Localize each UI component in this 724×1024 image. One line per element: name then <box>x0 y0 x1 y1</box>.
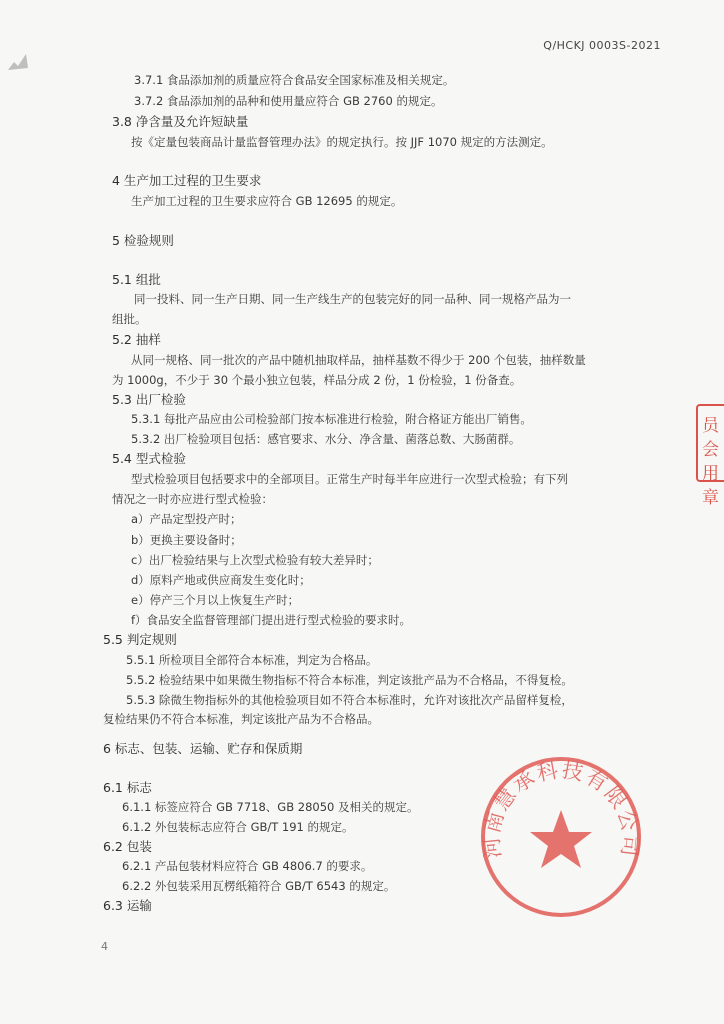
heading-6-1: 6.1 标志 <box>103 780 152 795</box>
side-partial-stamp <box>696 404 724 508</box>
heading-6-2: 6.2 包装 <box>103 839 152 854</box>
clause-5-4-line2: 情况之一时亦应进行型式检验： <box>112 492 273 506</box>
clause-5-4-line1: 型式检验项目包括要求中的全部项目。正常生产时每半年应进行一次型式检验；有下列 <box>131 472 568 486</box>
clause-5-3-2: 5.3.2 出厂检验项目包括：感官要求、水分、净含量、菌落总数、大肠菌群。 <box>131 432 521 446</box>
list-item-d: d）原料产地或供应商发生变化时； <box>131 573 311 587</box>
page-number: 4 <box>101 940 108 953</box>
clause-5-3-1: 5.3.1 每批产品应由公司检验部门按本标准进行检验，附合格证方能出厂销售。 <box>131 412 532 426</box>
list-item-b: b）更换主要设备时； <box>131 533 242 547</box>
heading-5: 5 检验规则 <box>112 233 174 248</box>
clause-5-2-line1: 从同一规格、同一批次的产品中随机抽取样品，抽样基数不得少于 200 个包装，抽样数量 <box>131 353 586 367</box>
clause-5-5-3-line1: 5.5.3 除微生物指标外的其他检验项目如不符合本标准时，允许对该批次产品留样复检， <box>126 693 573 707</box>
clause-5-5-2: 5.5.2 检验结果中如果微生物指标不符合本标准，判定该批产品为不合格品，不得复检。 <box>126 673 573 687</box>
heading-5-3: 5.3 出厂检验 <box>112 392 186 407</box>
clause-5-5-1: 5.5.1 所检项目全部符合本标准，判定为合格品。 <box>126 653 378 667</box>
corner-mark-icon <box>6 48 32 74</box>
heading-3-8: 3.8 净含量及允许短缺量 <box>112 114 249 129</box>
heading-5-5: 5.5 判定规则 <box>103 632 177 647</box>
heading-6-3: 6.3 运输 <box>103 898 152 913</box>
company-seal <box>476 752 646 922</box>
seal-star-icon <box>530 810 592 868</box>
clause-3-7-2: 3.7.2 食品添加剂的品种和使用量应符合 GB 2760 的规定。 <box>134 94 443 108</box>
list-item-e: e）停产三个月以上恢复生产时； <box>131 593 300 607</box>
heading-5-2: 5.2 抽样 <box>112 332 161 347</box>
list-item-c: c）出厂检验结果与上次型式检验有较大差异时； <box>131 553 379 567</box>
clause-6-2-1: 6.2.1 产品包装材料应符合 GB 4806.7 的要求。 <box>122 859 373 873</box>
clause-5-5-3-line2: 复检结果仍不符合本标准，判定该批产品为不合格品。 <box>103 712 379 726</box>
clause-6-2-2: 6.2.2 外包装采用瓦楞纸箱符合 GB/T 6543 的规定。 <box>122 879 396 893</box>
clause-6-1-2: 6.1.2 外包装标志应符合 GB/T 191 的规定。 <box>122 820 354 834</box>
clause-6-1-1: 6.1.1 标签应符合 GB 7718、GB 28050 及相关的规定。 <box>122 800 419 814</box>
heading-6: 6 标志、包装、运输、贮存和保质期 <box>103 741 303 756</box>
side-stamp-line2: 用章 <box>702 464 719 508</box>
list-item-f: f）食品安全监督管理部门提出进行型式检验的要求时。 <box>131 613 412 627</box>
clause-5-2-line2: 为 1000g，不少于 30 个最小独立包装，样品分成 2 份，1 份检验，1 份备查。 <box>112 373 522 387</box>
list-item-a: a）产品定型投产时； <box>131 512 242 526</box>
heading-5-4: 5.4 型式检验 <box>112 451 186 466</box>
side-stamp-line1: 员会 <box>702 416 719 460</box>
clause-4-text: 生产加工过程的卫生要求应符合 GB 12695 的规定。 <box>131 194 403 208</box>
clause-5-1-line1: 同一投料、同一生产日期、同一生产线生产的包装完好的同一品种、同一规格产品为一 <box>134 292 571 306</box>
clause-3-8-text: 按《定量包装商品计量监督管理办法》的规定执行。按 JJF 1070 规定的方法测定。 <box>131 135 553 149</box>
clause-3-7-1: 3.7.1 食品添加剂的质量应符合食品安全国家标准及相关规定。 <box>134 73 455 87</box>
heading-5-1: 5.1 组批 <box>112 272 161 287</box>
standard-code: Q/HCKJ 0003S-2021 <box>543 39 661 52</box>
heading-4: 4 生产加工过程的卫生要求 <box>112 173 262 188</box>
seal-text: 河南慧承科技有限公司 <box>479 757 643 860</box>
clause-5-1-line2: 组批。 <box>112 312 147 326</box>
